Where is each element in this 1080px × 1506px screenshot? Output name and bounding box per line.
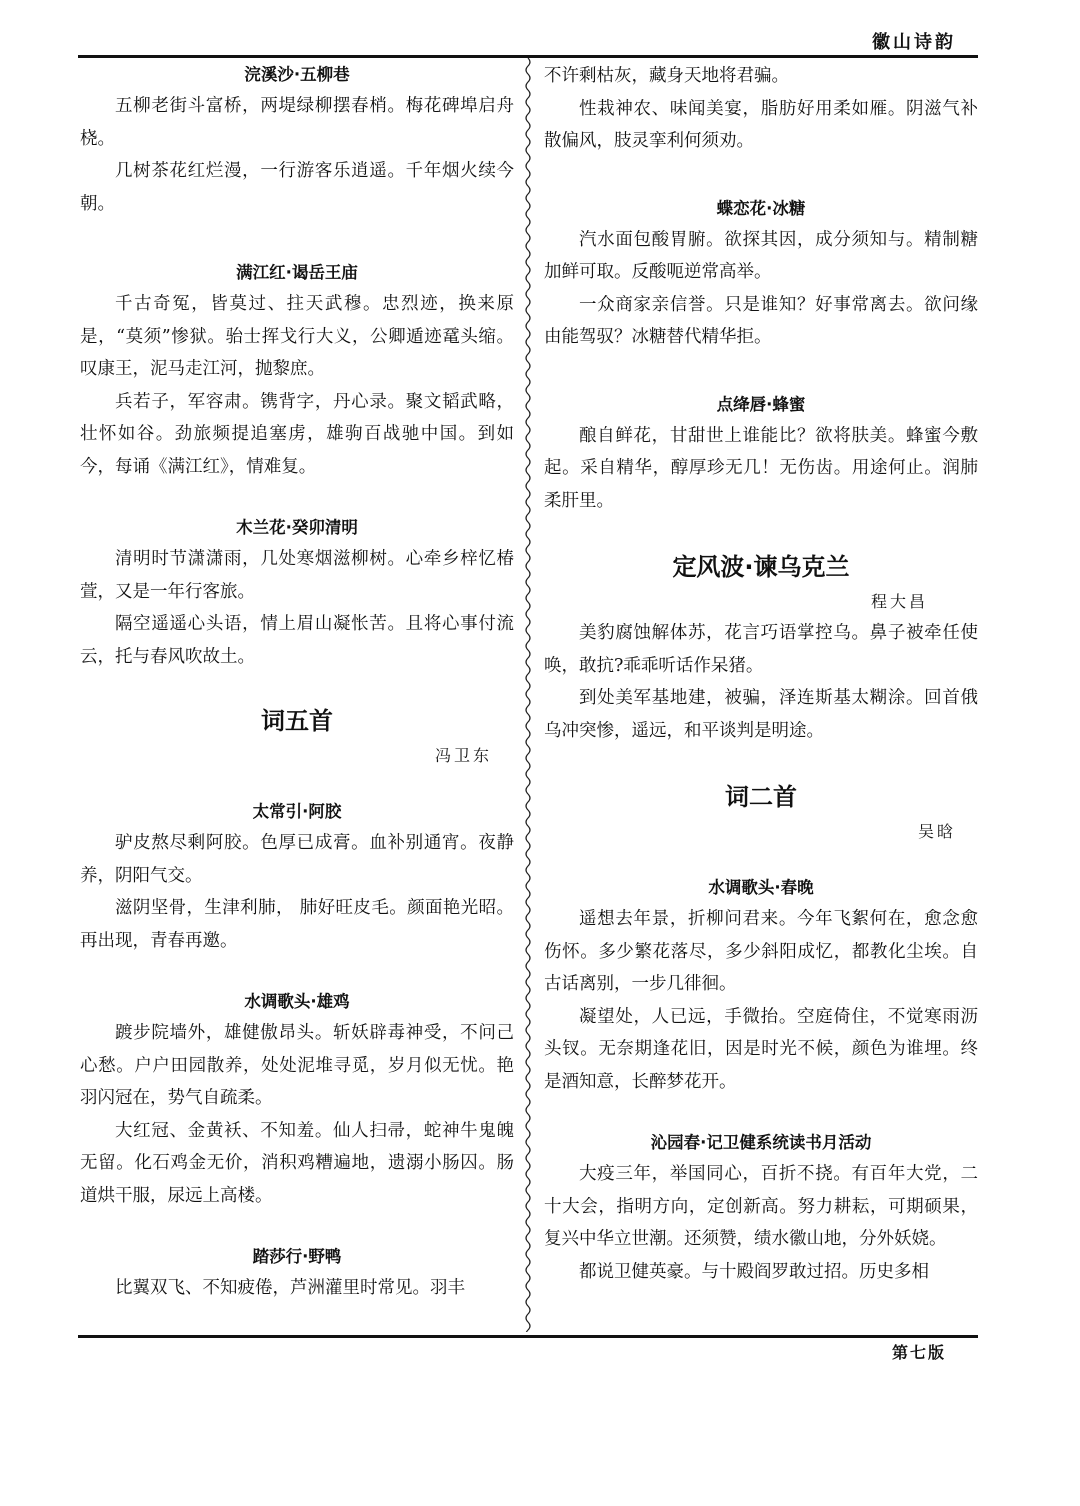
left-column: [80, 60, 514, 1305]
poem-title: 木兰花·癸卯清明: [236, 518, 358, 537]
publication-title: 徽山诗韵: [872, 32, 956, 53]
right-column: [544, 60, 978, 1288]
poem-stanza: 性栽神农、味闻美宴，脂肪好用柔如雁。阴滋气补散偏风，肢灵挛利何须劝。: [544, 98, 978, 151]
poem-stanza: 兵若子，军容肃。镌背字，丹心录。聚文韬武略，壮怀如谷。劲旅频提追塞虏，雄驹百战驰中国。到如今，每诵《满江红》，情难复。: [80, 391, 514, 477]
poem-title: 踏莎行·野鸭: [252, 1247, 342, 1266]
section-title: 词五首: [261, 707, 333, 735]
poem-title: 太常引·阿胶: [252, 802, 342, 821]
poem-title: 水调歌头·春晚: [708, 878, 814, 897]
section-title: 词二首: [725, 783, 797, 811]
poem-stanza: 踱步院墙外，雄健傲昂头。斩妖辟毒神受，不问己心愁。户户田园散养，处处泥堆寻觅，岁月似无忧。艳羽闪冠在，势气自疏柔。: [80, 1023, 514, 1108]
poem-stanza: 美豹腐蚀解体苏，花言巧语掌控乌。鼻子被牵任使唤，敢抗?乖乖听话作呆猪。: [544, 623, 978, 676]
poem-stanza: 都说卫健英豪。与十殿阎罗敢过招。历史多相: [579, 1261, 929, 1282]
author-name: 吴晗: [917, 822, 956, 841]
poem-stanza: 比翼双飞、不知疲倦，芦洲灌里时常见。羽丰: [115, 1278, 465, 1298]
poem-stanza: 汽水面包酸胃腑。欲探其因，成分须知与。精制糖加鲜可取。反酸呃逆常高举。: [544, 229, 978, 282]
author-name: 程大昌: [870, 592, 928, 611]
poem-stanza: 大红冠、金黄袄、不知羞。仙人扫帚，蛇神牛鬼魄无留。化石鸡金无价，消积鸡糟遍地，遗溺小肠囚。肠道烘干服，尿远上高楼。: [80, 1120, 514, 1206]
poem-stanza: 隔空遥遥心头语，情上眉山凝怅苦。且将心事付流云，托与春风吹故土。: [80, 614, 514, 667]
author-name: 冯卫东: [434, 746, 492, 765]
poem-stanza: 遥想去年景，折柳问君来。今年飞絮何在，愈念愈伤怀。多少繁花落尽，多少斜阳成忆，都教化尘埃。自古话离别，一步几徘徊。: [544, 909, 978, 994]
section-title: 定风波·谏乌克兰: [672, 553, 850, 581]
poem-title: 沁园春·记卫健系统读书月活动: [650, 1133, 872, 1152]
poem-title: 水调歌头·雄鸡: [244, 992, 350, 1011]
poem-title: 蝶恋花·冰糖: [716, 198, 806, 218]
poem-title: 满江红·谒岳王庙: [236, 263, 358, 282]
poem-stanza: 一众商家亲信誉。只是谁知？好事常离去。欲问缘由能驾驭？冰糖替代精华拒。: [544, 294, 978, 347]
column-divider: [521, 58, 535, 1332]
page-label: 第七版: [891, 1343, 946, 1362]
poem-stanza: 凝望处，人已远，手微抬。空庭倚住，不觉寒雨沥头钗。无奈期逢花旧，因是时光不候，颜色为谁埋。终是酒知意，长醉梦花开。: [544, 1006, 978, 1092]
poem-stanza: 到处美军基地建，被骗，泽连斯基太糊涂。回首俄乌冲突惨，遥远，和平谈判是明途。: [544, 688, 978, 741]
poem-stanza: 大疫三年，举国同心，百折不挠。有百年大党，二十大会，指明方向，定创新高。努力耕耘，可期硕果，复兴中华立世潮。还须赞，绩水徽山地，分外妖娆。: [544, 1164, 978, 1249]
bottom-rule: [78, 1335, 978, 1338]
poem-stanza: 五柳老街斗富桥，两堤绿柳摆春梢。梅花碑埠启舟桡。: [80, 96, 514, 149]
poem-stanza: 驴皮熬尽剩阿胶。色厚已成膏。血补别通宵。夜静养，阴阳气交。: [80, 833, 514, 886]
poem-stanza: 酿自鲜花，甘甜世上谁能比？欲将肤美。蜂蜜今敷起。采自精华，醇厚珍无几！无伤齿。用途何止。润肺柔肝里。: [544, 425, 978, 511]
poem-stanza: 清明时节潇潇雨，几处寒烟滋柳树。心牵乡梓忆椿萱，又是一年行客旅。: [80, 549, 514, 602]
poem-title: 浣溪沙·五柳巷: [244, 65, 350, 84]
poem-stanza: 滋阴坚骨，生津利肺， 肺好旺皮毛。颜面艳光昭。再出现，青春再邀。: [80, 898, 514, 951]
poem-stanza: 千古奇冤，皆莫过、拄天武穆。忠烈迹，换来原是，“莫须”惨狱。骀士挥戈行大义，公卿遁迹鼋头缩。叹康王，泥马走江河，抛黎庶。: [80, 294, 514, 379]
poem-stanza: 几树茶花红烂漫，一行游客乐逍遥。千年烟火续今朝。: [80, 161, 514, 214]
poem-stanza-continued: 不许剩枯灰，藏身天地将君骗。: [544, 66, 789, 86]
poem-title: 点绛唇·蜂蜜: [716, 394, 806, 414]
